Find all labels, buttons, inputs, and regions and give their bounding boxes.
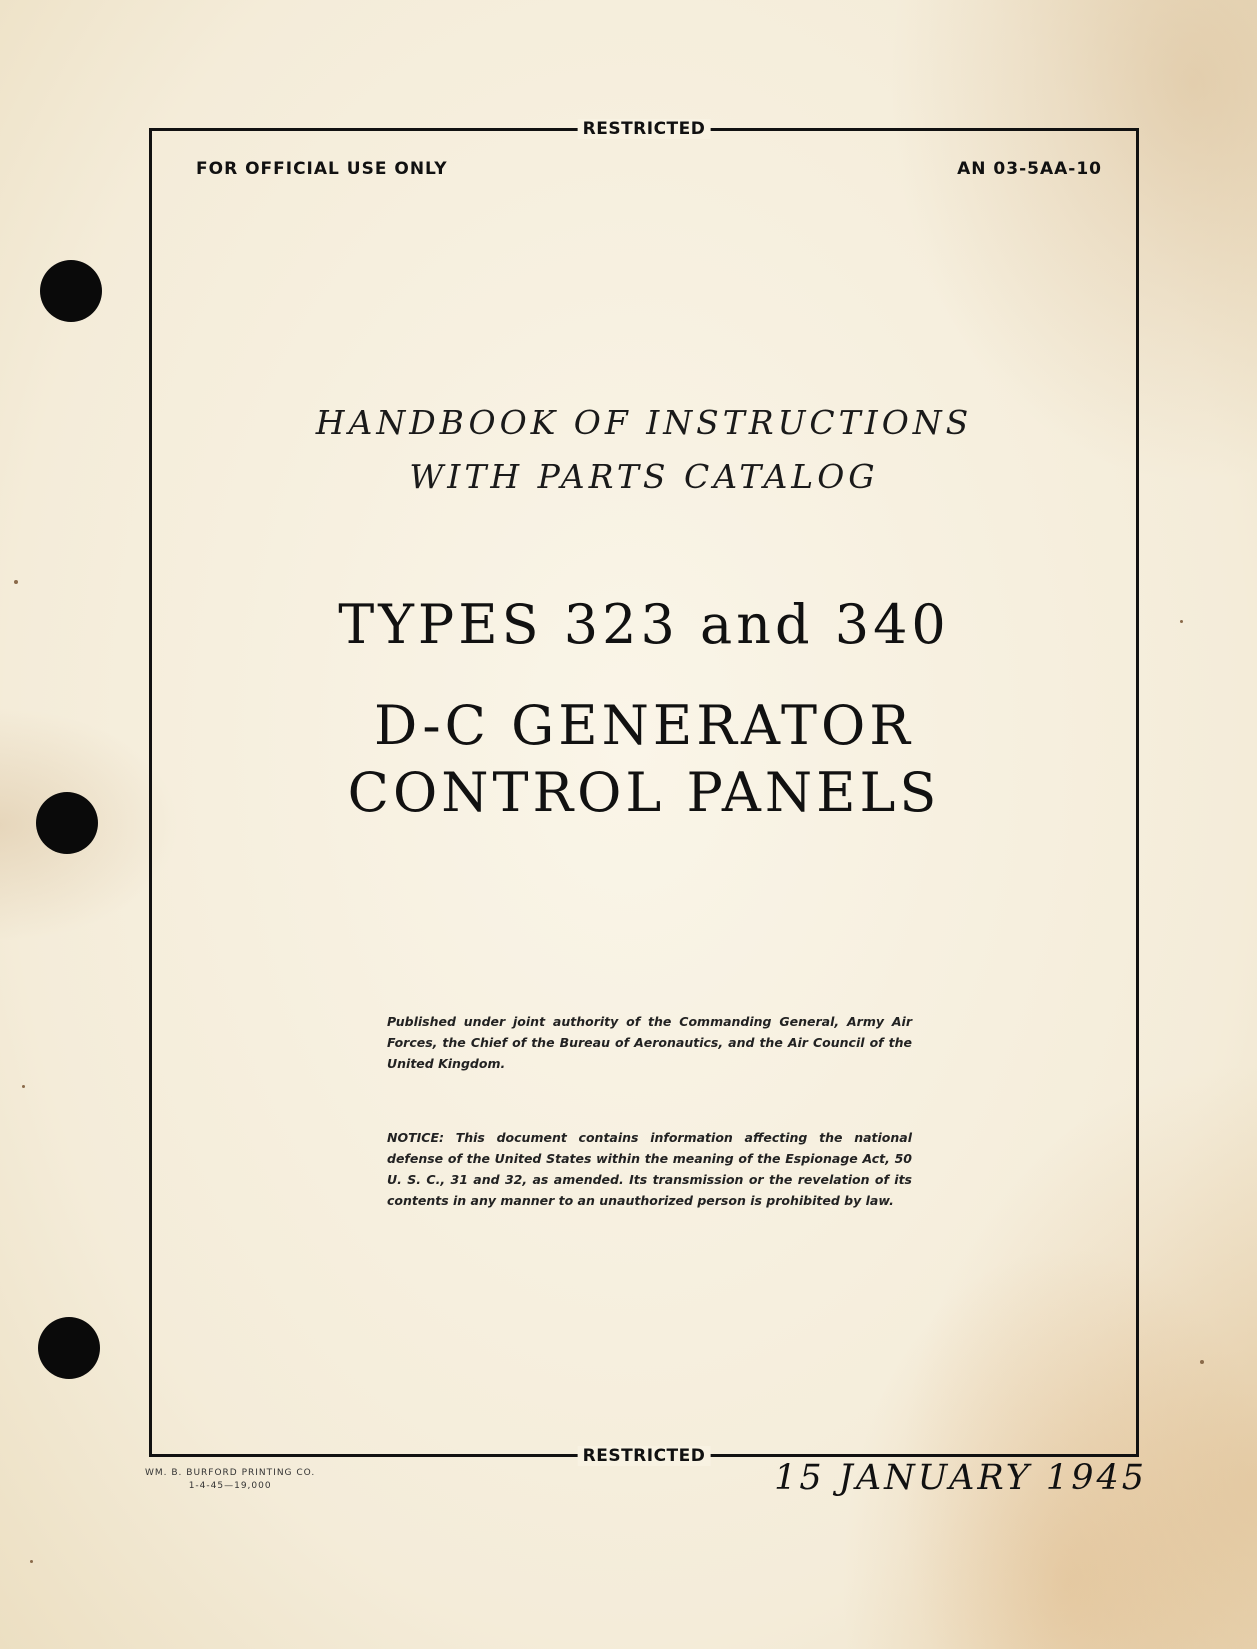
stain-speck <box>14 580 18 584</box>
stain-speck <box>1200 1360 1204 1364</box>
main-title-types: TYPES 323 and 340 <box>338 593 950 656</box>
printer-imprint <box>145 1467 315 1493</box>
document-frame <box>149 119 1139 1466</box>
handbook-title-line2: WITH PARTS CATALOG <box>409 457 879 496</box>
main-title-panels: CONTROL PANELS <box>347 761 941 824</box>
classification-bottom: RESTRICTED <box>578 1446 711 1466</box>
printer-code: 1-4-45—19,000 <box>188 1481 272 1491</box>
authority-paragraph: Published under joint authority of the Commanding General, Army Air Forces, the Chief of the Bureau of Aeronautics, and the Air Council of the United Kingdom. <box>387 1014 912 1071</box>
official-use-label: FOR OFFICIAL USE ONLY <box>196 159 448 179</box>
printer-name: WM. B. BURFORD PRINTING CO. <box>145 1468 316 1478</box>
binder-hole-top <box>40 260 102 322</box>
notice-paragraph: NOTICE: This document contains information affecting the national defense of the United States within the meaning of the Espionage Act, 50 U. S. C., 31 and 32, as amended. Its transmission or the revelation of its contents in any manner to an unauthorized person is prohibited by law. <box>387 1130 912 1208</box>
binder-hole-middle <box>36 792 98 854</box>
document-number: AN 03-5AA-10 <box>957 159 1102 179</box>
stain-speck <box>30 1560 33 1563</box>
handbook-title-line1: HANDBOOK OF INSTRUCTIONS <box>315 403 973 442</box>
binder-hole-bottom <box>38 1317 100 1379</box>
stain-speck <box>22 1085 25 1088</box>
publication-date: 15 JANUARY 1945 <box>774 1458 1147 1498</box>
classification-top: RESTRICTED <box>578 119 711 139</box>
stain-speck <box>1180 620 1183 623</box>
main-title-generator: D-C GENERATOR <box>374 694 914 757</box>
